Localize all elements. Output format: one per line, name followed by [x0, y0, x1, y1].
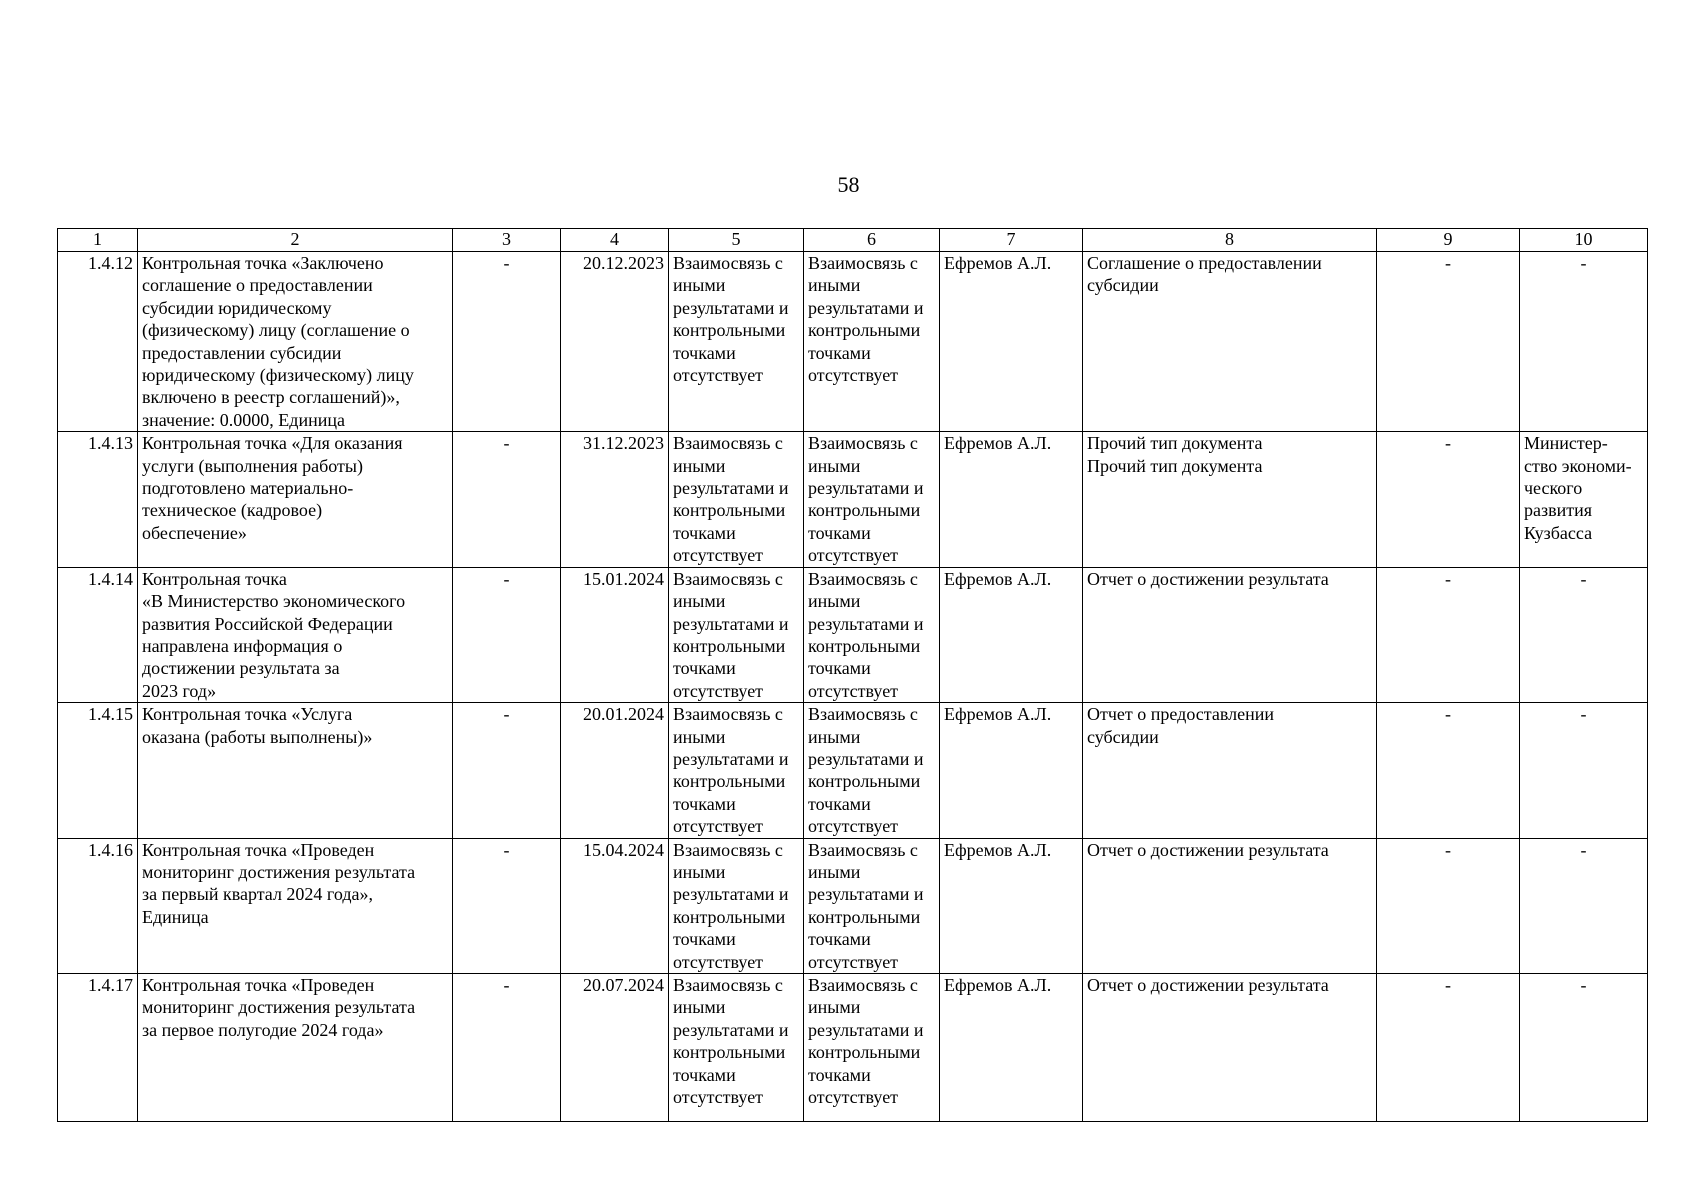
page-number: 58	[837, 172, 860, 197]
column-number-header: 5	[669, 229, 804, 252]
cell-line: за первое полугодие 2024 года»	[142, 1019, 384, 1040]
cell-line: точками	[808, 658, 871, 679]
cell-line: Взаимосвязь с	[673, 839, 783, 860]
table-row	[58, 567, 1648, 702]
cell-line: контрольными	[808, 1042, 921, 1063]
cell-line: контрольными	[673, 500, 786, 521]
table-row	[58, 252, 1648, 432]
document-type-cell	[1083, 703, 1377, 838]
cell-line: Взаимосвязь с	[808, 568, 918, 589]
cell-line: Министер-	[1524, 433, 1608, 454]
cell-line: развития Российской Федерации	[142, 613, 393, 634]
document-type-cell	[1083, 974, 1377, 1122]
cell-line: отсутствует	[808, 680, 899, 701]
cell-line: за первый квартал 2024 года»,	[142, 884, 373, 905]
date-cell: 15.01.2024	[561, 567, 669, 702]
table-body	[58, 252, 1648, 1122]
cell-line: контрольными	[673, 320, 786, 341]
cell-line: Взаимосвязь с	[808, 253, 918, 273]
cell-line: иными	[808, 591, 861, 612]
cell-line: Прочий тип документа	[1087, 455, 1263, 476]
cell-line: иными	[673, 455, 726, 476]
cell-line: значение: 0.0000, Единица	[142, 409, 345, 430]
cell-line: контрольными	[673, 906, 786, 927]
cell-line: 2023 год»	[142, 680, 217, 701]
cell-line: субсидии юридическому	[142, 297, 332, 318]
relation-cell-col5	[669, 252, 804, 432]
row-number-cell: 1.4.15	[58, 703, 138, 838]
column-9-cell: -	[1377, 974, 1520, 1122]
control-point-name-cell	[138, 432, 453, 567]
cell-line: контрольными	[808, 906, 921, 927]
cell-line: точками	[673, 658, 736, 679]
cell-line: Соглашение о предоставлении	[1087, 253, 1322, 273]
cell-line: Взаимосвязь с	[673, 253, 783, 273]
column-10-cell	[1520, 838, 1648, 973]
date-cell: 20.01.2024	[561, 703, 669, 838]
cell-line: -	[1580, 253, 1587, 273]
cell-line: отсутствует	[673, 365, 764, 386]
cell-line: результатами и	[808, 748, 924, 769]
cell-line: иными	[673, 726, 726, 747]
cell-line: ческого	[1524, 478, 1583, 499]
cell-line: Взаимосвязь с	[673, 704, 783, 725]
cell-line: контрольными	[808, 500, 921, 521]
cell-line: контрольными	[808, 771, 921, 792]
cell-line: точками	[808, 1064, 871, 1085]
cell-line: услуги (выполнения работы)	[142, 455, 363, 476]
cell-line: Взаимосвязь с	[808, 839, 918, 860]
cell-line: Контрольная точка «Для оказания	[142, 433, 403, 454]
control-point-name-cell	[138, 974, 453, 1122]
table-row	[58, 838, 1648, 973]
document-type-cell	[1083, 838, 1377, 973]
cell-line: результатами и	[808, 884, 924, 905]
cell-line: Прочий тип документа	[1087, 433, 1263, 454]
cell-line: Взаимосвязь с	[808, 975, 918, 995]
cell-line: иными	[673, 591, 726, 612]
control-point-name-cell	[138, 838, 453, 973]
cell-line: Контрольная точка	[142, 568, 287, 589]
column-3-cell: -	[453, 567, 561, 702]
relation-cell-col6	[804, 974, 940, 1122]
cell-line: отсутствует	[673, 816, 764, 837]
cell-line: достижении результата за	[142, 658, 340, 679]
cell-line: отсутствует	[673, 545, 764, 566]
cell-line: Кузбасса	[1524, 522, 1593, 543]
cell-line: точками	[673, 793, 736, 814]
row-number-cell: 1.4.17	[58, 974, 138, 1122]
cell-line: оказана (работы выполнены)»	[142, 726, 373, 747]
cell-line: точками	[673, 929, 736, 950]
cell-line: подготовлено материально-	[142, 478, 354, 499]
cell-line: иными	[808, 997, 861, 1018]
cell-line: иными	[808, 455, 861, 476]
date-cell: 20.07.2024	[561, 974, 669, 1122]
cell-line: отсутствует	[808, 1087, 899, 1108]
cell-line: результатами и	[673, 297, 789, 318]
cell-line: отсутствует	[673, 951, 764, 972]
cell-line: контрольными	[673, 1042, 786, 1063]
cell-line: Контрольная точка «Проведен	[142, 975, 375, 995]
cell-line: обеспечение»	[142, 522, 247, 543]
cell-line: отсутствует	[808, 365, 899, 386]
cell-line: включено в реестр соглашений)»,	[142, 387, 400, 408]
cell-line: Взаимосвязь с	[808, 433, 918, 454]
cell-line: -	[1580, 704, 1587, 725]
cell-line: (физическому) лицу (соглашение о	[142, 320, 410, 341]
cell-line: Единица	[142, 906, 209, 927]
control-points-table	[57, 228, 1648, 1122]
executor-cell: Ефремов А.Л.	[940, 567, 1083, 702]
cell-line: мониторинг достижения результата	[142, 861, 416, 882]
row-number-cell: 1.4.16	[58, 838, 138, 973]
column-number-row	[58, 229, 1648, 252]
cell-line: результатами и	[808, 478, 924, 499]
cell-line: ство экономи-	[1524, 455, 1632, 476]
cell-line: результатами и	[808, 613, 924, 634]
cell-line: точками	[808, 342, 871, 363]
document-type-cell	[1083, 252, 1377, 432]
cell-line: предоставлении субсидии	[142, 342, 342, 363]
cell-line: соглашение о предоставлении	[142, 275, 373, 296]
column-10-cell	[1520, 432, 1648, 567]
cell-line: результатами и	[808, 1019, 924, 1040]
cell-line: точками	[808, 929, 871, 950]
cell-line: контрольными	[808, 320, 921, 341]
cell-line: «В Министерство экономического	[142, 591, 406, 612]
cell-line: -	[1580, 568, 1587, 589]
column-10-cell	[1520, 974, 1648, 1122]
relation-cell-col6	[804, 432, 940, 567]
executor-cell: Ефремов А.Л.	[940, 703, 1083, 838]
column-9-cell: -	[1377, 252, 1520, 432]
row-number-cell: 1.4.13	[58, 432, 138, 567]
cell-line: результатами и	[673, 1019, 789, 1040]
cell-line: юридическому (физическому) лицу	[142, 365, 414, 386]
cell-line: Отчет о достижении результата	[1087, 975, 1329, 995]
column-number-header: 7	[940, 229, 1083, 252]
cell-line: точками	[673, 1064, 736, 1085]
column-9-cell: -	[1377, 703, 1520, 838]
cell-line: иными	[808, 726, 861, 747]
cell-line: контрольными	[673, 635, 786, 656]
relation-cell-col6	[804, 703, 940, 838]
cell-line: Отчет о достижении результата	[1087, 568, 1329, 589]
cell-line: иными	[673, 275, 726, 296]
column-3-cell: -	[453, 703, 561, 838]
column-number-header: 1	[58, 229, 138, 252]
cell-line: техническое (кадровое)	[142, 500, 323, 521]
table-row	[58, 974, 1648, 1122]
cell-line: иными	[673, 861, 726, 882]
column-3-cell: -	[453, 252, 561, 432]
cell-line: иными	[673, 997, 726, 1018]
cell-line: точками	[808, 793, 871, 814]
cell-line: отсутствует	[808, 545, 899, 566]
cell-line: точками	[808, 522, 871, 543]
cell-line: иными	[808, 275, 861, 296]
cell-line: точками	[673, 342, 736, 363]
cell-line: контрольными	[673, 771, 786, 792]
cell-line: Контрольная точка «Услуга	[142, 704, 353, 725]
column-number-header: 4	[561, 229, 669, 252]
cell-line: результатами и	[808, 297, 924, 318]
cell-line: результатами и	[673, 748, 789, 769]
column-3-cell: -	[453, 838, 561, 973]
column-number-header: 2	[138, 229, 453, 252]
executor-cell: Ефремов А.Л.	[940, 838, 1083, 973]
table-row	[58, 432, 1648, 567]
relation-cell-col5	[669, 703, 804, 838]
column-9-cell: -	[1377, 838, 1520, 973]
executor-cell: Ефремов А.Л.	[940, 252, 1083, 432]
row-number-cell: 1.4.12	[58, 252, 138, 432]
row-number-cell: 1.4.14	[58, 567, 138, 702]
column-number-header: 9	[1377, 229, 1520, 252]
cell-line: Взаимосвязь с	[673, 975, 783, 995]
cell-line: Отчет о предоставлении	[1087, 704, 1274, 725]
relation-cell-col5	[669, 567, 804, 702]
control-point-name-cell	[138, 252, 453, 432]
document-type-cell	[1083, 567, 1377, 702]
cell-line: Контрольная точка «Заключено	[142, 253, 384, 273]
relation-cell-col5	[669, 838, 804, 973]
cell-line: отсутствует	[673, 680, 764, 701]
column-9-cell: -	[1377, 567, 1520, 702]
control-point-name-cell	[138, 567, 453, 702]
cell-line: субсидии	[1087, 726, 1159, 747]
date-cell: 20.12.2023	[561, 252, 669, 432]
cell-line: развития	[1524, 500, 1593, 521]
date-cell: 31.12.2023	[561, 432, 669, 567]
cell-line: контрольными	[808, 635, 921, 656]
cell-line: -	[1580, 839, 1587, 860]
cell-line: Отчет о достижении результата	[1087, 839, 1329, 860]
cell-line: результатами и	[673, 478, 789, 499]
relation-cell-col6	[804, 567, 940, 702]
relation-cell-col6	[804, 838, 940, 973]
column-3-cell: -	[453, 974, 561, 1122]
executor-cell: Ефремов А.Л.	[940, 974, 1083, 1122]
relation-cell-col6	[804, 252, 940, 432]
relation-cell-col5	[669, 432, 804, 567]
column-10-cell	[1520, 703, 1648, 838]
cell-line: иными	[808, 861, 861, 882]
control-point-name-cell	[138, 703, 453, 838]
relation-cell-col5	[669, 974, 804, 1122]
cell-line: направлена информация о	[142, 635, 343, 656]
table-row	[58, 703, 1648, 838]
cell-line: -	[1580, 975, 1587, 995]
column-number-header: 10	[1520, 229, 1648, 252]
cell-line: Взаимосвязь с	[673, 568, 783, 589]
cell-line: субсидии	[1087, 275, 1159, 296]
cell-line: результатами и	[673, 884, 789, 905]
column-9-cell: -	[1377, 432, 1520, 567]
cell-line: отсутствует	[808, 816, 899, 837]
cell-line: результатами и	[673, 613, 789, 634]
column-3-cell: -	[453, 432, 561, 567]
column-number-header: 6	[804, 229, 940, 252]
column-10-cell	[1520, 252, 1648, 432]
executor-cell: Ефремов А.Л.	[940, 432, 1083, 567]
document-type-cell	[1083, 432, 1377, 567]
column-number-header: 3	[453, 229, 561, 252]
date-cell: 15.04.2024	[561, 838, 669, 973]
cell-line: мониторинг достижения результата	[142, 997, 416, 1018]
cell-line: отсутствует	[673, 1087, 764, 1108]
cell-line: Взаимосвязь с	[673, 433, 783, 454]
cell-line: отсутствует	[808, 951, 899, 972]
column-number-header: 8	[1083, 229, 1377, 252]
cell-line: Взаимосвязь с	[808, 704, 918, 725]
cell-line: Контрольная точка «Проведен	[142, 839, 375, 860]
cell-line: точками	[673, 522, 736, 543]
column-10-cell	[1520, 567, 1648, 702]
